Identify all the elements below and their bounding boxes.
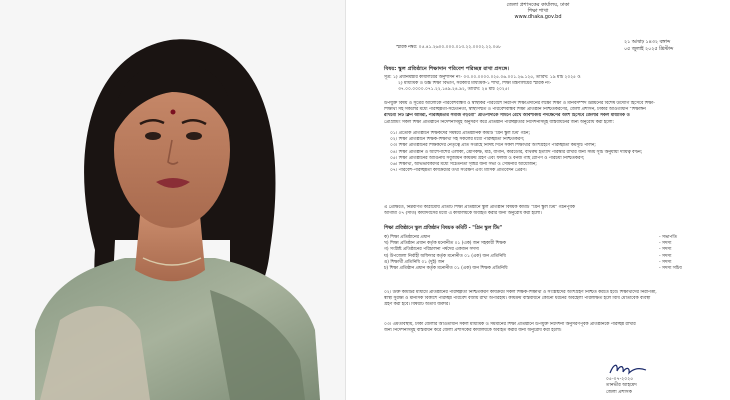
letterhead bbox=[346, 2, 730, 21]
signature-date: ০৫-০৭-২০২৫ bbox=[606, 377, 634, 382]
paragraph-line: স্বাস্থ্য সুরক্ষা ও মানসিক বিকাশে পরিচ্ছন্ন পরিবেশ বজায় রাখা অপরিহার্য। কার্যক্রম বাস্তবায়নে কোনো ধরনের অবহেলা পরিলক্ষিত হলে বিধি মোতাবেক ব্যবস্থা bbox=[384, 296, 651, 302]
portrait-illustration bbox=[0, 0, 345, 400]
reference-line: সূত্র: ১) প্রধানমন্ত্রীর কার্যালয়ের অনুশাসন নং- ০৩.০০.০০০০.০২৫.০৬.০০১.২৬.১২৫, তারিখ: ১৯ মার্চ ২০২৫ ও bbox=[384, 75, 581, 80]
list-item: ০৩। শিক্ষা প্রতিষ্ঠানের শিক্ষকদের নেতৃত্বে প্রতি সপ্তাহে নির্দিষ্ট দিনে সকল শিক্ষার্থীর অংশগ্রহণে পরিচ্ছন্নতা কর্মসূচি পালন; bbox=[390, 143, 596, 149]
paragraph-committee-request bbox=[384, 205, 714, 217]
paragraph-line: শিক্ষার্থী সহ সকলের মধ্যে পরিচ্ছন্নতা-সচেতনতা, স্বাস্থ্যসম্মত ও পরিবেশবান্ধব শিক্ষা প্রতিষ্ঠান নিশ্চিতকরণের, জেলা প্রশাসন, ঢাকার আওতাধীন "শিক্ষাঙ্গন bbox=[384, 107, 646, 113]
committee-position: - সদস্য bbox=[659, 241, 672, 247]
committee-list bbox=[384, 235, 714, 272]
paragraph-line: ০৩। এমতাবস্থায়, ঢাকা জেলার আওতাধীন সকল মাধ্যমিক ও সমমানের শিক্ষা প্রতিষ্ঠানে উপর্যুক্ত নির্দেশনা অনুসরণপূর্বক প্রতিষ্ঠানকে পরিচ্ছন্ন রাখার bbox=[384, 322, 636, 327]
date-english: ০৫ জুলাই ২০২৫ খ্রিস্টাব্দ bbox=[624, 46, 674, 52]
list-item: ০১। প্রত্যেক প্রতিষ্ঠানে শিক্ষকদের সমন্বয়ে প্রতিষ্ঠানিক কমিটি 'গ্রিন স্কুল টিম' গঠন; bbox=[390, 131, 530, 136]
instruction-list bbox=[390, 131, 715, 174]
committee-role: ঘ) উপজেলা নির্বাহী অফিসার কর্তৃক মনোনীত ০১ (এক) জন প্রতিনিধি bbox=[384, 253, 506, 259]
list-item: ০৫। শিক্ষা প্রতিষ্ঠানের আঙিনায় সবুজায়ন কার্যক্রম গ্রহণ এবং ফলজ ও বনজ গাছ রোপণ ও পরিচর্যা নিশ্চিতকরণ; bbox=[390, 155, 585, 161]
committee-role: ক) শিক্ষা প্রতিষ্ঠানের প্রধান bbox=[384, 235, 431, 240]
reference-line: ৩৭.০০.০০০০.০৭১.২২.১৪৯.২৪.৯২, তারিখ: ২৪ মার্চ ২০২৫। bbox=[398, 87, 510, 93]
memo-number: স্মারক নম্বর: ০৫.৪১.২৬০০.০০০.০১৩.২২.০০০২.২২.০৫৮ bbox=[396, 45, 502, 50]
signature-block bbox=[606, 377, 637, 396]
date-bangla: ২১ আষাঢ় ১৪৩২ বঙ্গাব্দ bbox=[624, 40, 671, 45]
list-item: ০৬। শিক্ষার্থী, অভিভাবকদের মধ্যে সচেতনতা সৃষ্টির জন্য সভা ও সেমিনার আয়োজন; bbox=[390, 162, 537, 168]
committee-role: গ) সংশ্লিষ্ট প্রতিষ্ঠানের পরিচালনা পর্ষদের একজন সদস্য bbox=[384, 247, 479, 253]
signatory-designation: জেলা প্রশাসক bbox=[606, 389, 632, 395]
paragraph-line: প্রোগ্রামিং সকল শিক্ষা প্রতিষ্ঠানে নির্দেশনাসমূহ অনুসরণ করে প্রতিষ্ঠান পরিচ্ছন্নতার নির্দেশনাসমূহ বাস্তবায়নের জন্য অনুরোধ করা হলো: bbox=[384, 119, 614, 125]
committee-role: খ) শিক্ষা প্রতিষ্ঠান প্রধান কর্তৃক মনোনীত ০১ (এক) জন সহকারী শিক্ষক bbox=[384, 241, 506, 247]
paragraph-line: গ্রহণ করা হবে। বিষয়টি অতীব জরুরি। bbox=[384, 302, 450, 308]
website-url: www.dhaka.gov.bd bbox=[514, 14, 562, 21]
committee-row bbox=[384, 266, 714, 272]
section-name: শিক্ষা শাখা bbox=[527, 8, 549, 15]
paragraph-line: ০২। উক্ত কমিটির মাধ্যমে প্রতিষ্ঠানের পরিচ্ছন্নতা নিশ্চিতকরণ কার্যক্রমে সকল শিক্ষক-শিক্ষার্থী ও সংশ্লিষ্টদের অংশগ্রহণ নিশ্চিত করতে হবে। শিক্ষার্থীদের নিরাপত্তা, bbox=[384, 290, 657, 295]
committee-position: - সদস্য bbox=[659, 259, 672, 265]
committee-position: - সভাপতি bbox=[659, 235, 677, 240]
signatory-name: তানভীর আহমেদ bbox=[606, 383, 637, 389]
paragraph-intro bbox=[384, 101, 714, 126]
date-block bbox=[624, 40, 673, 54]
paragraph-line: উপর্যুক্ত বিষয় ও সূত্রের আলোকে পরিবেশবান্ধব ও স্বাস্থ্যকর পরিবেশে নিরাপদ শিক্ষাপ্রদানের লক্ষ্যে শিক্ষা ও মানবসম্পদ উন্নয়নের বিশেষ উদ্যোগ হিসেবে শিক্ষা- bbox=[384, 101, 655, 106]
committee-position: - সদস্য সচিব bbox=[659, 266, 682, 272]
paragraph-line: আগামী ০৭ (সাত) কার্যদিবসের মধ্যে এ কার্যালয়কে অবহিত করার জন্য অনুরোধ করা হলো। bbox=[384, 211, 542, 217]
official-letter bbox=[345, 0, 730, 400]
portrait-photo bbox=[0, 0, 345, 400]
list-item: ০২। শিক্ষা প্রতিষ্ঠানে শিক্ষক-শিক্ষার্থী সহ সকলের মধ্যে পরিচ্ছন্নতা নিশ্চিতকরণ; bbox=[390, 137, 525, 143]
references bbox=[384, 75, 714, 94]
handwritten-signature bbox=[608, 361, 648, 377]
paragraph-line: রাখবো নিট ক্লিন আমরা, পরিচ্ছন্নতার সমাজ গড়বো" প্রতিপাদ্যকে সামনে রেখে আবশ্যকীয় পদক্ষেপের অংশ হিসেবে জেলার সকল মাধ্যমিক ও bbox=[384, 113, 630, 119]
committee-title: শিক্ষা প্রতিষ্ঠানে স্কুল প্রতিষ্ঠান বিষয়ক কমিটি - "গ্রিন স্কুল টিম" bbox=[384, 226, 503, 231]
paragraph-02 bbox=[384, 290, 714, 309]
paragraph-line: এ প্রেক্ষিতে, নিম্নবর্ণিত কাঠামোয় প্রতিটি শিক্ষা প্রতিষ্ঠানে স্কুল প্রতিষ্ঠান বিষয়ক কমিটি "গ্রিন স্কুল টিম" গঠনপূর্বক bbox=[384, 205, 575, 210]
office-name: জেলা প্রশাসকের কার্যালয়, ঢাকা bbox=[506, 2, 570, 8]
paragraph-03 bbox=[384, 322, 714, 334]
reference-line: ২) মাধ্যমিক ও উচ্চ শিক্ষা বিভাগ, সরকারি মাধ্যমিক-১ শাখা, শিক্ষা মন্ত্রণালয়ের স্মারক নং- bbox=[398, 81, 552, 87]
letter-subject: বিষয়: স্কুল প্রতিষ্ঠানে শিক্ষাদান পরিবেশ পরিচ্ছন্ন রাখা প্রসঙ্গে। bbox=[384, 66, 510, 72]
list-item: ০৭। পরিবেশ-পরিচ্ছন্নতা কার্যক্রমের তথ্য সংরক্ষণ এবং মাসিক প্রতিবেদন প্রেরণ। bbox=[390, 168, 527, 174]
committee-position: - সদস্য bbox=[659, 247, 672, 253]
committee-role: ঙ) শিক্ষার্থী প্রতিনিধি ০১ (দুই) জন bbox=[384, 259, 445, 265]
list-item: ০৪। শিক্ষা প্রতিষ্ঠান ও আশেপাশের এলাকা, শ্রেণিকক্ষ, মাঠ, বাগান, করিডোর, বাথরুম ইত্যাদি পরিষ্কার রাখার জন্য সময় সূচি অনুযায়ী দায়িত্ব বণ্টন; bbox=[390, 149, 643, 155]
paragraph-line: জন্য নির্দেশনাসমূহ বাস্তবায়ন করে জেলা প্রশাসকের কার্যালয়কে অবহিত করার জন্য অনুরোধ করা হলো। bbox=[384, 328, 562, 334]
committee-position: - সদস্য bbox=[659, 253, 672, 259]
committee-role: চ) শিক্ষা প্রতিষ্ঠান প্রধান কর্তৃক মনোনীত ০১ (এক) জন শিক্ষক প্রতিনিধি bbox=[384, 266, 508, 272]
